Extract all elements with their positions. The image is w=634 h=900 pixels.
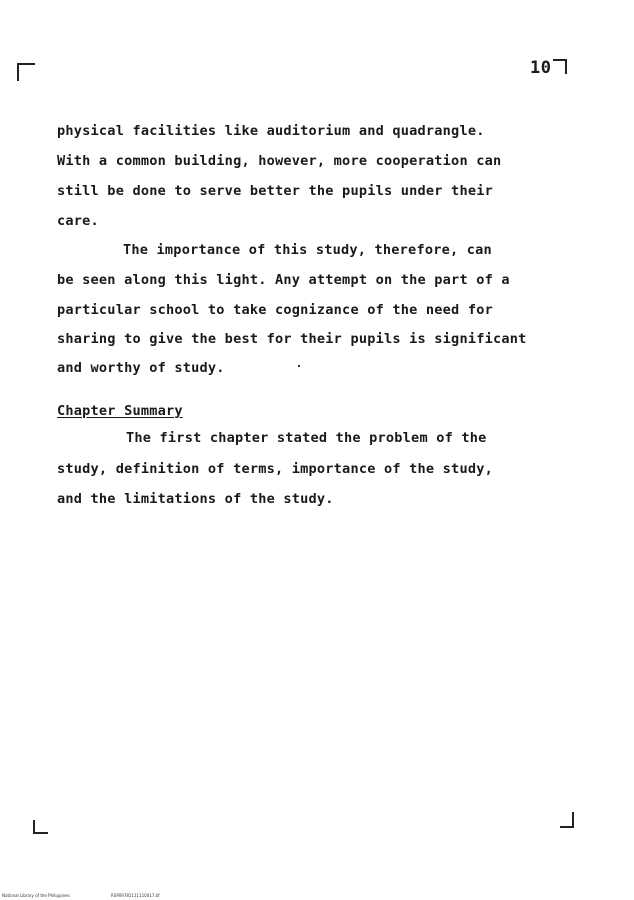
crop-mark-bottom-left: [33, 820, 48, 834]
text-line: physical facilities like auditorium and quadrangle.: [57, 123, 485, 139]
text-line: and worthy of study.: [57, 360, 225, 376]
text-line: and the limitations of the study.: [57, 491, 334, 507]
page-number: 10: [530, 58, 552, 78]
text-line: study, definition of terms, importance of the study,: [57, 461, 493, 477]
text-line: The importance of this study, therefore, can: [123, 242, 492, 258]
section-heading: Chapter Summary: [57, 403, 183, 419]
text-line: The first chapter stated the problem of the: [126, 430, 487, 446]
text-line: care.: [57, 213, 99, 229]
crop-mark-bottom-right: [560, 812, 574, 828]
text-line: particular school to take cognizance of the need for: [57, 302, 493, 318]
footer-source: National Library of the Philippines: [2, 893, 70, 898]
crop-mark-top-left: [17, 63, 35, 81]
scan-footer: [2, 893, 200, 898]
crop-mark-top-right: [553, 59, 567, 74]
text-line: still be done to serve better the pupils under their: [57, 183, 493, 199]
footer-filename: RSP09781111110017.tif: [111, 893, 160, 898]
scan-speck: [298, 365, 300, 367]
text-line: be seen along this light. Any attempt on the part of a: [57, 272, 510, 288]
text-line: sharing to give the best for their pupils is significant: [57, 331, 527, 347]
text-line: With a common building, however, more cooperation can: [57, 153, 502, 169]
